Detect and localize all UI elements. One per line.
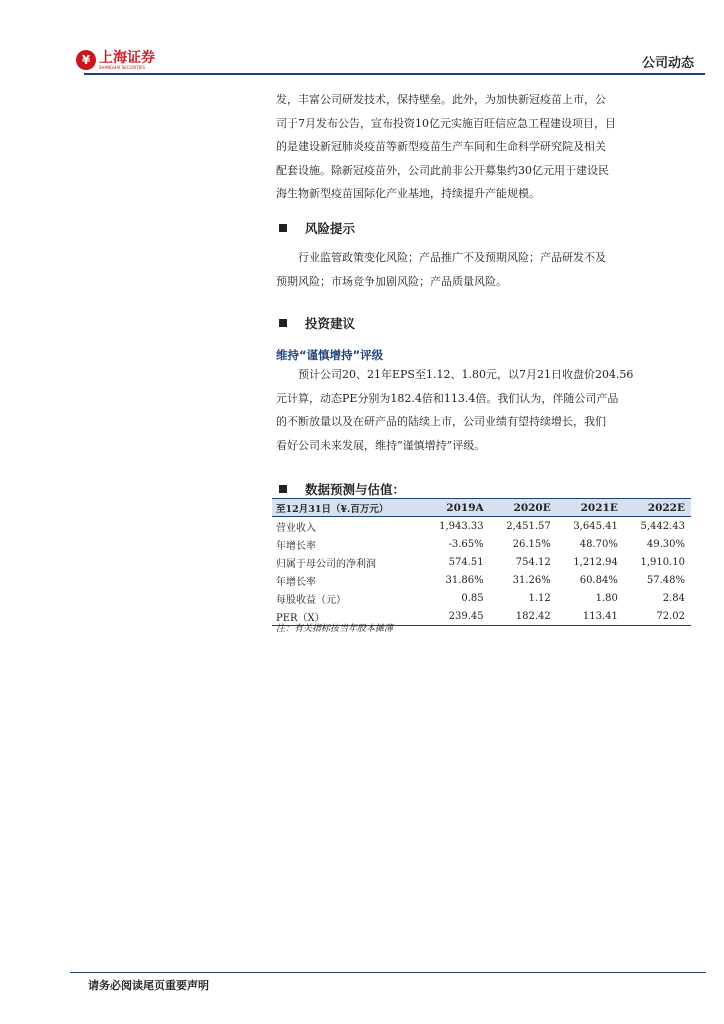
table-cell: 1.12 bbox=[528, 592, 551, 604]
intro-line: 的是建设新冠肺炎疫苗等新型疫苗生产车间和生命科学研究院及相关 bbox=[276, 140, 606, 153]
row-label: PER（X） bbox=[272, 607, 423, 626]
table-row bbox=[272, 535, 691, 553]
table-cell: 1,943.33 bbox=[439, 520, 484, 532]
square-bullet-icon bbox=[279, 319, 287, 327]
risk-section-heading bbox=[279, 219, 355, 237]
logo-name-cn: 上海证券 bbox=[99, 49, 155, 66]
forecast-section-heading bbox=[279, 480, 405, 498]
table-cell: -3.65% bbox=[448, 538, 484, 550]
table-cell: 31.86% bbox=[445, 574, 484, 586]
risk-paragraph bbox=[276, 246, 690, 293]
table-cell: 26.15% bbox=[512, 538, 551, 550]
footer-rule bbox=[70, 972, 706, 973]
table-cell: 3,645.41 bbox=[573, 520, 618, 532]
table-note: 注：有关指标按当年股本摊薄 bbox=[276, 624, 394, 634]
table-cell: 49.30% bbox=[646, 538, 685, 550]
table-cell: 113.41 bbox=[557, 607, 624, 626]
table-row bbox=[272, 589, 691, 607]
advice-line: 看好公司未来发展，维持“谨慎增持”评级。 bbox=[276, 438, 486, 452]
company-logo bbox=[76, 50, 155, 70]
row-label: 归属于母公司的净利润 bbox=[276, 558, 376, 570]
risk-title: 风险提示 bbox=[305, 221, 356, 236]
row-label: 年增长率 bbox=[276, 540, 316, 552]
header-rule bbox=[84, 73, 705, 75]
advice-paragraph bbox=[276, 363, 690, 457]
table-cell: 574.51 bbox=[448, 556, 484, 568]
row-label: 营业收入 bbox=[276, 522, 316, 534]
table-cell: 0.85 bbox=[461, 592, 484, 604]
table-row bbox=[272, 517, 691, 536]
row-label: 年增长率 bbox=[276, 576, 316, 588]
advice-title: 投资建议 bbox=[305, 316, 356, 331]
table-cell: 60.84% bbox=[579, 574, 618, 586]
risk-line: 行业监管政策变化风险；产品推广不及预期风险；产品研发不及 bbox=[298, 251, 606, 264]
table-cell: 2,451.57 bbox=[506, 520, 551, 532]
section-label: 公司动态 bbox=[641, 56, 694, 71]
table-cell: 2.84 bbox=[662, 592, 685, 604]
table-cell: 1.80 bbox=[595, 592, 618, 604]
risk-line: 预期风险；市场竞争加剧风险；产品质量风险。 bbox=[276, 274, 507, 288]
table-cell: 5,442.43 bbox=[640, 520, 685, 532]
table-header-row bbox=[272, 499, 691, 517]
column-header: 2019A bbox=[423, 499, 490, 517]
table-cell: 72.02 bbox=[624, 607, 691, 626]
column-header: 至12月31日（¥.百万元） bbox=[272, 499, 423, 517]
logo-name-en: SHANGHAI SECURITIES bbox=[99, 64, 146, 70]
advice-section-heading bbox=[279, 314, 355, 332]
intro-line: 司于7月发布公告，宣布投资10亿元实施百旺信应急工程建设项目，目 bbox=[276, 116, 616, 130]
table-cell: 48.70% bbox=[579, 538, 618, 550]
forecast-title: 数据预测与估值： bbox=[305, 482, 406, 497]
table-row bbox=[272, 553, 691, 571]
intro-line: 配套设施。除新冠疫苗外，公司此前非公开募集约30亿元用于建设民 bbox=[276, 163, 609, 177]
square-bullet-icon bbox=[279, 224, 287, 232]
advice-line: 预计公司20、21年EPS至1.12、1.80元，以7月21日收盘价204.56 bbox=[298, 368, 634, 381]
advice-line: 元计算，动态PE分别为182.4倍和113.4倍。我们认为，伴随公司产品 bbox=[276, 391, 619, 405]
advice-line: 的不断放量以及在研产品的陆续上市，公司业绩有望持续增长，我们 bbox=[276, 415, 606, 428]
intro-line: 海生物新型疫苗国际化产业基地，持续提升产能规模。 bbox=[276, 187, 540, 200]
table-cell: 31.26% bbox=[512, 574, 551, 586]
column-header: 2022E bbox=[624, 499, 691, 517]
table-cell: 1,910.10 bbox=[640, 556, 685, 568]
square-bullet-icon bbox=[279, 485, 287, 493]
table-cell: 239.45 bbox=[423, 607, 490, 626]
logo-emblem-icon: ¥ bbox=[76, 50, 96, 70]
table-cell: 1,212.94 bbox=[573, 556, 618, 568]
disclaimer-footer: 请务必阅读尾页重要声明 bbox=[88, 979, 209, 992]
table-cell: 754.12 bbox=[515, 556, 551, 568]
intro-paragraph bbox=[276, 88, 690, 206]
intro-line: 发，丰富公司研发技术，保持壁垒。此外，为加快新冠疫苗上市，公 bbox=[276, 93, 606, 106]
table-row bbox=[272, 571, 691, 589]
column-header: 2020E bbox=[490, 499, 557, 517]
table-cell: 182.42 bbox=[490, 607, 557, 626]
table-cell: 57.48% bbox=[646, 574, 685, 586]
rating-subheading: 维持“谨慎增持”评级 bbox=[276, 348, 384, 362]
row-label: 每股收益（元） bbox=[276, 594, 346, 606]
column-header: 2021E bbox=[557, 499, 624, 517]
forecast-table bbox=[272, 498, 691, 626]
